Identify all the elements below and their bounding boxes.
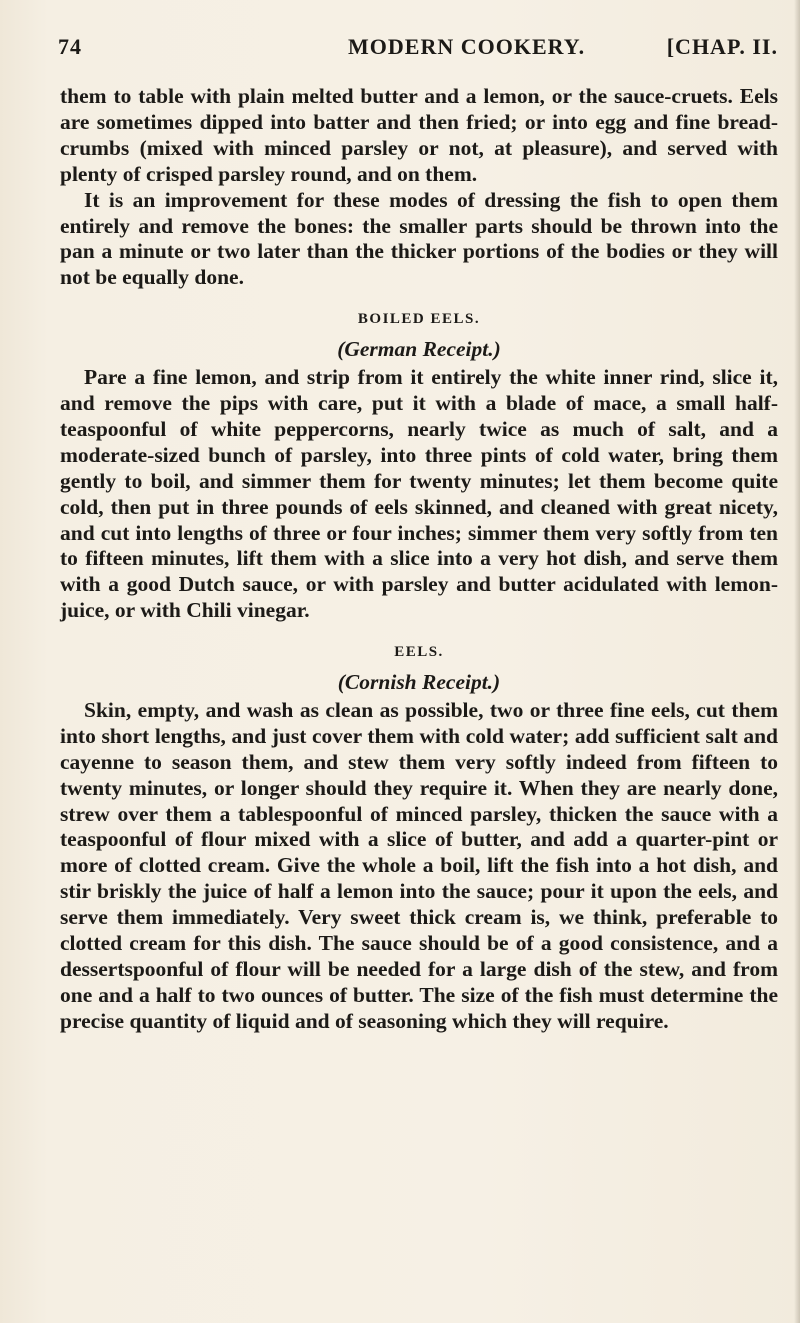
section-heading: EELS. bbox=[394, 644, 444, 661]
page-number: 74 bbox=[58, 34, 82, 59]
chapter-label: [CHAP. II. bbox=[666, 34, 778, 59]
section-subheading: (German Receipt.) bbox=[337, 337, 501, 362]
section-subheading: (Cornish Receipt.) bbox=[337, 670, 501, 695]
intro-paragraph: them to table with plain melted butter and a lemon, or the sauce-cruets. Eels are sometimes dipped into batter and then fried; or into egg and fine bread-crumbs (mixed with minced parsley or not, at pleasure), and served with plenty of crisped parsley round, and on them. bbox=[60, 84, 778, 186]
page-edge-shadow bbox=[794, 0, 800, 1323]
page-body bbox=[60, 84, 778, 1035]
running-title: MODERN COOKERY. bbox=[348, 34, 586, 59]
section-heading: BOILED EELS. bbox=[357, 311, 481, 328]
section-paragraph: Skin, empty, and wash as clean as possible, two or three fine eels, cut them into short lengths, and just cover them with cold water; add sufficient salt and cayenne to season them, and stew them very softly indeed from fifteen to twenty minutes, or longer should they require it. When they are nearly done, strew over them a tablespoonful of minced parsley, thicken the sauce with a teaspoonful of flour mixed with a slice of butter, and add a quarter-pint or more of clotted cream. Give the whole a boil, lift the fish into a hot dish, and stir briskly the juice of half a lemon into the sauce; pour it upon the eels, and serve them immediately. Very sweet thick cream is, we think, preferable to clotted cream for this dish. The sauce should be of a good consistence, and a dessertspoonful of flour will be needed for a large dish of the stew, and from one and a half to two ounces of butter. The size of the fish must determine the precise quantity of liquid and of seasoning which they will require. bbox=[60, 697, 778, 1033]
intro-paragraph: It is an improvement for these modes of dressing the fish to open them entirely and remove the bones: the smaller parts should be thrown into the pan a minute or two later than the thicker portions of the bodies or they will not be equally done. bbox=[60, 187, 778, 290]
running-header bbox=[58, 34, 782, 64]
section-paragraph: Pare a fine lemon, and strip from it entirely the white inner rind, slice it, and remove the pips with care, put it with a blade of mace, a small half-teaspoonful of white peppercorns, nearly twice as much of salt, and a moderate-sized bunch of parsley, into three pints of cold water, bring them gently to boil, and simmer them for twenty minutes; let them become quite cold, then put in three pounds of eels skinned, and cleaned with great nicety, and cut into lengths of three or four inches; simmer them very softly from ten to fifteen minutes, lift them with a slice into a very hot dish, and serve them with a good Dutch sauce, or with parsley and butter acidulated with lemon-juice, or with Chili vinegar. bbox=[60, 365, 778, 623]
